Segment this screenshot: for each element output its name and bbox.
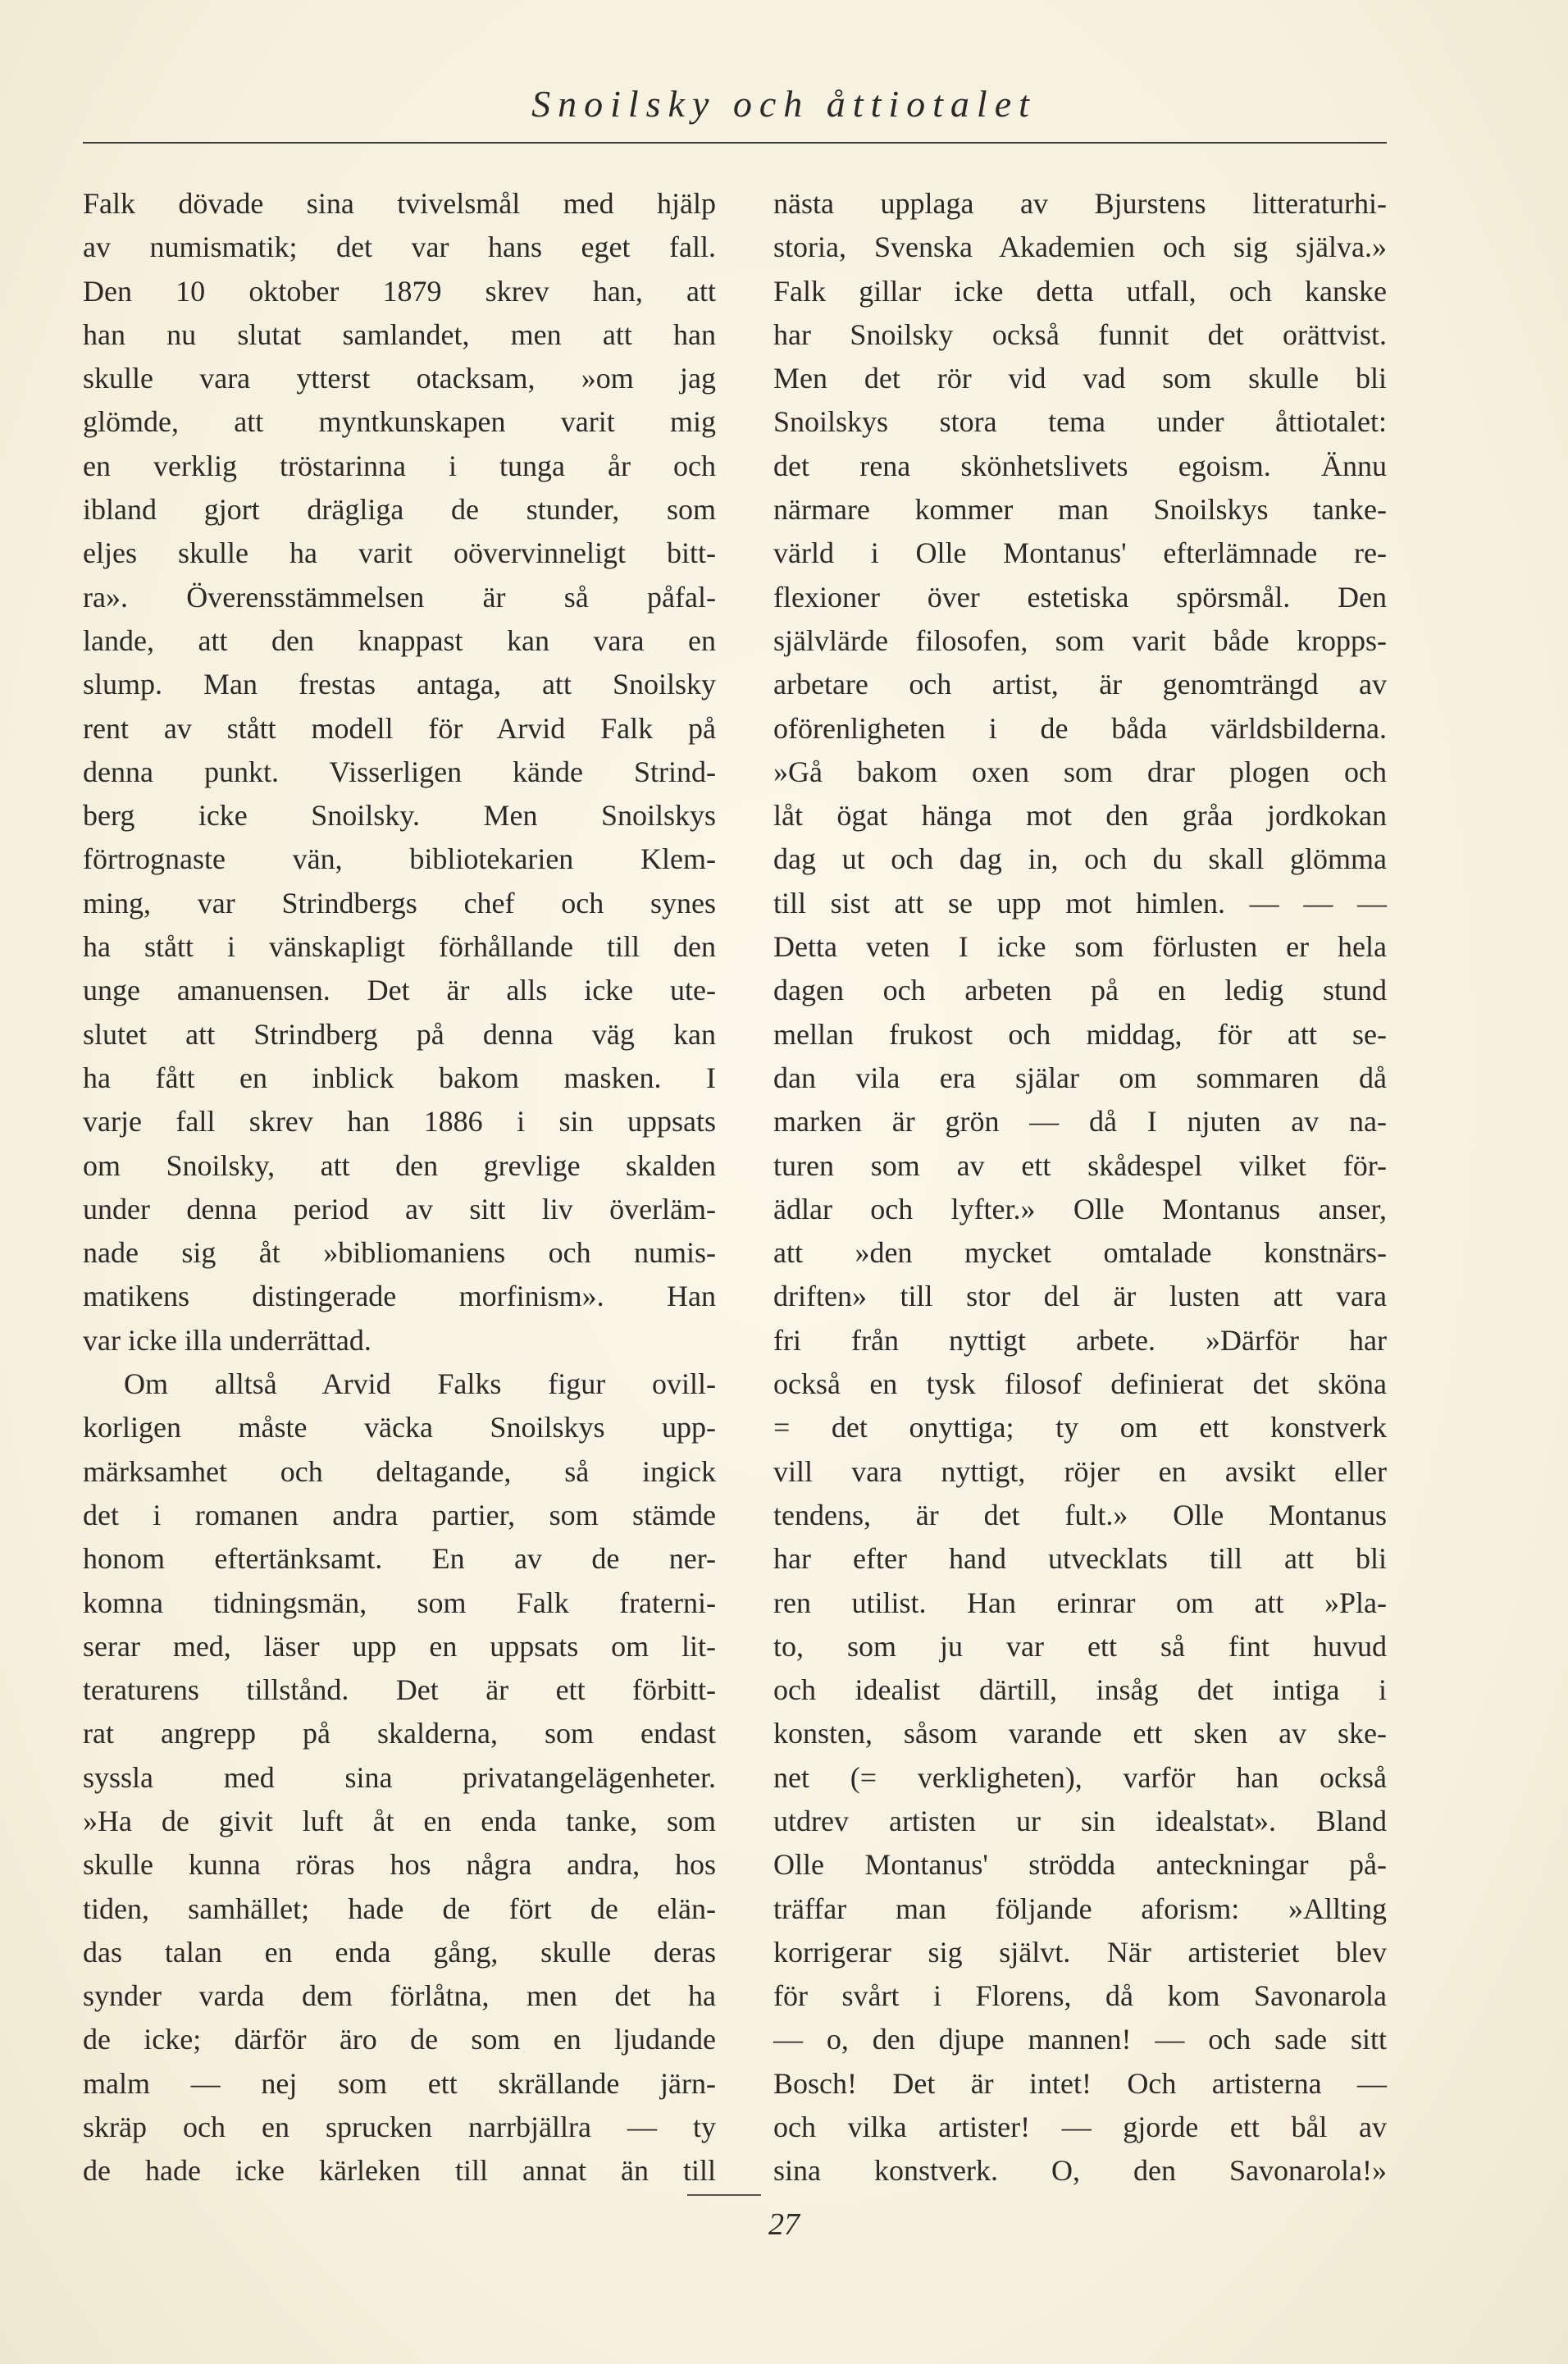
text-line: flexioner över estetiska spörsmål. Den — [773, 580, 1387, 614]
text-line: denna punkt. Visserligen kände Strind- — [83, 755, 716, 788]
text-line: eljes skulle ha varit oövervinneligt bitt- — [83, 536, 716, 570]
text-line: Den 10 oktober 1879 skrev han, att — [83, 274, 716, 308]
text-line: ren utilist. Han erinrar om att »Pla- — [773, 1586, 1387, 1619]
text-line: malm — nej som ett skrällande järn- — [83, 2066, 716, 2100]
text-line: om Snoilsky, att den grevlige skalden — [83, 1148, 716, 1182]
text-line: var icke illa underrättad. — [83, 1323, 371, 1357]
text-line: Detta veten I icke som förlusten er hela — [773, 930, 1387, 964]
text-line: märksamhet och deltagande, så ingick — [83, 1454, 716, 1488]
text-line: dagen och arbeten på en ledig stund — [773, 974, 1387, 1007]
left-column — [83, 182, 716, 2193]
text-line: vill vara nyttigt, röjer en avsikt eller — [773, 1454, 1387, 1488]
text-line: marken är grön — då I njuten av na- — [773, 1105, 1387, 1139]
text-line: teraturens tillstånd. Det är ett förbitt- — [83, 1673, 716, 1707]
text-line: nästa upplaga av Bjurstens litteraturhi- — [773, 187, 1387, 220]
text-line: matikens distingerade morfinism». Han — [83, 1280, 716, 1313]
header-rule — [83, 142, 1387, 144]
text-line: Om alltså Arvid Falks figur ovill- — [124, 1367, 716, 1401]
text-line: tendens, är det fult.» Olle Montanus — [773, 1498, 1387, 1531]
text-line: Bosch! Det är intet! Och artisterna — — [773, 2066, 1387, 2100]
text-line: dan vila era själar om sommaren då — [773, 1061, 1387, 1094]
text-line: det rena skönhetslivets egoism. Ännu — [773, 449, 1387, 482]
text-line: serar med, läser upp en uppsats om lit- — [83, 1629, 716, 1663]
text-line: har Snoilsky också funnit det orättvist. — [773, 317, 1387, 351]
text-line: värld i Olle Montanus' efterlämnade re- — [773, 536, 1387, 570]
text-line: Snoilskys stora tema under åttiotalet: — [773, 405, 1387, 439]
text-line: och vilka artister! — gjorde ett bål av — [773, 2111, 1387, 2144]
text-line: Falk dövade sina tvivelsmål med hjälp — [83, 187, 716, 220]
running-head: Snoilsky och åttiotalet — [531, 83, 1037, 125]
text-line: ibland gjort drägliga de stunder, som — [83, 493, 716, 527]
text-line: låt ögat hänga mot den gråa jordkokan — [773, 799, 1387, 833]
text-line: oförenligheten i de båda världsbilderna. — [773, 711, 1387, 745]
text-line: skulle vara ytterst otacksam, »om jag — [83, 362, 716, 395]
text-line: ming, var Strindbergs chef och synes — [83, 886, 716, 920]
text-line: slutet att Strindberg på denna väg kan — [83, 1017, 716, 1051]
text-line: varje fall skrev han 1886 i sin uppsats — [83, 1105, 716, 1139]
text-line: under denna period av sitt liv överläm- — [83, 1192, 716, 1225]
text-line: nade sig åt »bibliomaniens och numis- — [83, 1236, 716, 1270]
text-line: das talan en enda gång, skulle deras — [83, 1935, 716, 1969]
text-line: to, som ju var ett så fint huvud — [773, 1629, 1387, 1663]
text-line: rat angrepp på skalderna, som endast — [83, 1717, 716, 1750]
text-line: av numismatik; det var hans eget fall. — [83, 230, 716, 264]
text-line: det i romanen andra partier, som stämde — [83, 1498, 716, 1531]
text-line: fri från nyttigt arbete. »Därför har — [773, 1323, 1387, 1357]
text-line: net (= verkligheten), varför han också — [773, 1760, 1387, 1794]
text-line: — o, den djupe mannen! — och sade sitt — [773, 2023, 1387, 2056]
text-line: korrigerar sig självt. När artisteriet blev — [773, 1935, 1387, 1969]
text-line: ädlar och lyfter.» Olle Montanus anser, — [773, 1192, 1387, 1225]
text-line: närmare kommer man Snoilskys tanke- — [773, 493, 1387, 527]
text-line: konsten, såsom varande ett sken av ske- — [773, 1717, 1387, 1750]
text-line: har efter hand utvecklats till att bli — [773, 1542, 1387, 1576]
text-line: mellan frukost och middag, för att se- — [773, 1017, 1387, 1051]
text-line: Falk gillar icke detta utfall, och kanske — [773, 274, 1387, 308]
text-line: självlärde filosofen, som varit både kropps- — [773, 623, 1387, 657]
text-line: korligen måste väcka Snoilskys upp- — [83, 1411, 716, 1444]
text-line: synder varda dem förlåtna, men det ha — [83, 1979, 716, 2013]
right-column — [773, 182, 1387, 2193]
text-line: sina konstverk. O, den Savonarola!» — [773, 2154, 1387, 2188]
text-line: de hade icke kärleken till annat än till — [83, 2154, 716, 2188]
text-line: skulle kunna röras hos några andra, hos — [83, 1848, 716, 1882]
text-line: och idealist därtill, insåg det intiga i — [773, 1673, 1387, 1707]
text-line: storia, Svenska Akademien och sig själva.» — [773, 230, 1387, 264]
text-line: ha fått en inblick bakom masken. I — [83, 1061, 716, 1094]
text-line: slump. Man frestas antaga, att Snoilsky — [83, 668, 716, 701]
text-line: Men det rör vid vad som skulle bli — [773, 362, 1387, 395]
text-line: unge amanuensen. Det är alls icke ute- — [83, 974, 716, 1007]
text-line: Olle Montanus' strödda anteckningar på- — [773, 1848, 1387, 1882]
text-line: att »den mycket omtalade konstnärs- — [773, 1236, 1387, 1270]
text-line: för svårt i Florens, då kom Savonarola — [773, 1979, 1387, 2013]
text-line: honom eftertänksamt. En av de ner- — [83, 1542, 716, 1576]
text-line: turen som av ett skådespel vilket för- — [773, 1148, 1387, 1182]
text-line: ha stått i vänskapligt förhållande till den — [83, 930, 716, 964]
page-number-rule — [687, 2194, 761, 2196]
text-line: arbetare och artist, är genomträngd av — [773, 668, 1387, 701]
text-line: skräp och en sprucken narrbjällra — ty — [83, 2111, 716, 2144]
text-line: en verklig tröstarinna i tunga år och — [83, 449, 716, 482]
text-line: »Ha de givit luft åt en enda tanke, som — [83, 1804, 716, 1837]
text-line: förtrognaste vän, bibliotekarien Klem- — [83, 842, 716, 876]
text-line: lande, att den knappast kan vara en — [83, 623, 716, 657]
text-line: syssla med sina privatangelägenheter. — [83, 1760, 716, 1794]
text-line: de icke; därför äro de som en ljudande — [83, 2023, 716, 2056]
text-line: driften» till stor del är lusten att vara — [773, 1280, 1387, 1313]
text-line: glömde, att myntkunskapen varit mig — [83, 405, 716, 439]
text-line: också en tysk filosof definierat det sköna — [773, 1367, 1387, 1401]
text-line: träffar man följande aforism: »Allting — [773, 1892, 1387, 1925]
text-line: berg icke Snoilsky. Men Snoilskys — [83, 799, 716, 833]
page-number: 27 — [768, 2207, 800, 2242]
text-line: »Gå bakom oxen som drar plogen och — [773, 755, 1387, 788]
text-line: han nu slutat samlandet, men att han — [83, 317, 716, 351]
text-line: utdrev artisten ur sin idealstat». Bland — [773, 1804, 1387, 1837]
text-line: till sist att se upp mot himlen. — — — — [773, 886, 1387, 920]
text-line: dag ut och dag in, och du skall glömma — [773, 842, 1387, 876]
text-line: = det onyttiga; ty om ett konstverk — [773, 1411, 1387, 1444]
text-line: rent av stått modell för Arvid Falk på — [83, 711, 716, 745]
text-line: tiden, samhället; hade de fört de elän- — [83, 1892, 716, 1925]
text-line: ra». Överensstämmelsen är så påfal- — [83, 580, 716, 614]
text-line: komna tidningsmän, som Falk fraterni- — [83, 1586, 716, 1619]
